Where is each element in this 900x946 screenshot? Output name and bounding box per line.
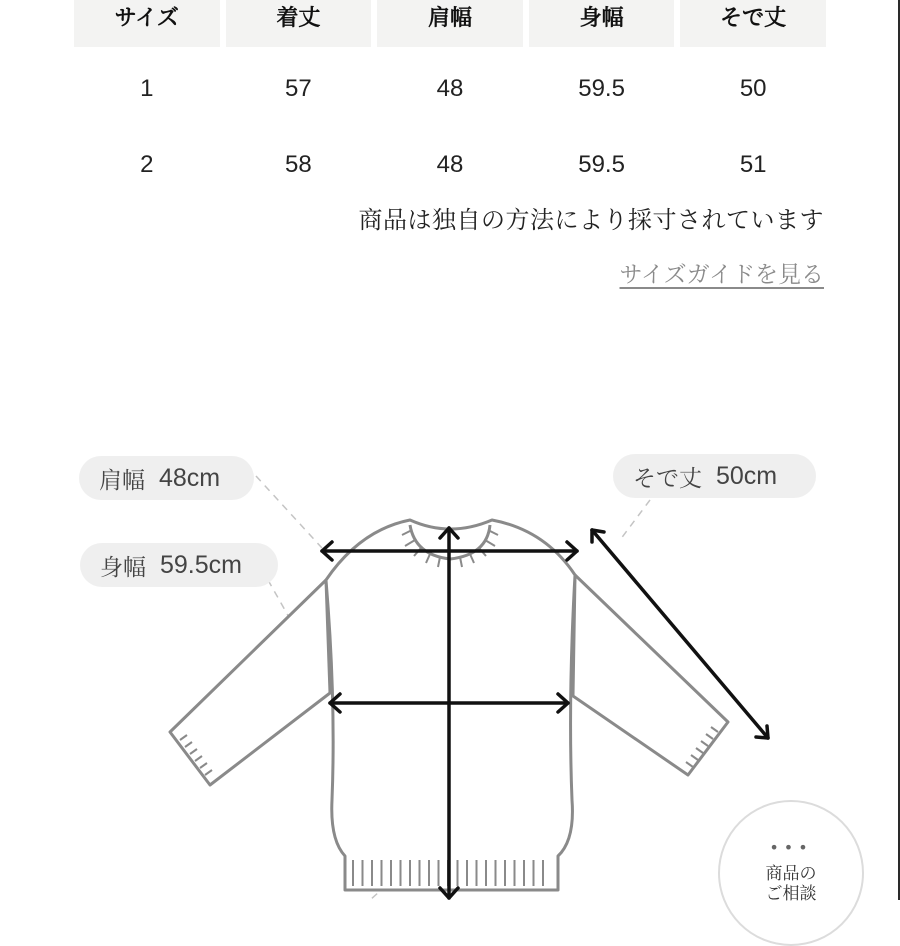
size-table-header <box>74 0 826 47</box>
header-size: サイズ <box>74 0 220 47</box>
shoulder-label: 肩幅 <box>99 467 145 494</box>
size-table <box>74 0 826 203</box>
cell-body-width: 59.5 <box>578 151 625 178</box>
table-row <box>74 51 826 127</box>
cell-body-width: 59.5 <box>578 75 625 102</box>
sleeve-label: そで丈 <box>633 465 702 492</box>
product-consult-button[interactable] <box>718 800 864 946</box>
consult-line-2: ご相談 <box>765 884 817 904</box>
header-sleeve: そで丈 <box>680 0 826 47</box>
body-width-label <box>80 543 278 587</box>
consult-line-1: 商品の <box>765 864 817 884</box>
cell-sleeve: 51 <box>739 151 767 178</box>
sleeve-value: 50cm <box>716 461 778 490</box>
header-length: 着丈 <box>226 0 372 47</box>
cell-sleeve: 50 <box>739 75 767 102</box>
cell-shoulder: 48 <box>436 151 464 178</box>
shoulder-width-label <box>79 456 254 500</box>
cell-shoulder: 48 <box>436 75 464 102</box>
header-body-width: 身幅 <box>529 0 675 47</box>
sleeve-length-label <box>613 454 816 498</box>
shoulder-value: 48cm <box>159 463 221 492</box>
body-width-label-text: 身幅 <box>100 554 146 581</box>
size-guide-link[interactable]: サイズガイドを見る <box>619 262 824 288</box>
consult-label <box>720 864 862 904</box>
chat-dots-icon: ••• <box>769 838 813 857</box>
cell-size: 1 <box>140 75 154 102</box>
cell-length: 57 <box>285 75 312 102</box>
cell-size: 2 <box>140 151 154 178</box>
table-row <box>74 127 826 203</box>
cell-length: 58 <box>285 151 312 178</box>
body-width-value: 59.5cm <box>160 550 242 579</box>
measurement-note: 商品は独自の方法により採寸されています <box>358 206 824 234</box>
header-shoulder: 肩幅 <box>377 0 523 47</box>
